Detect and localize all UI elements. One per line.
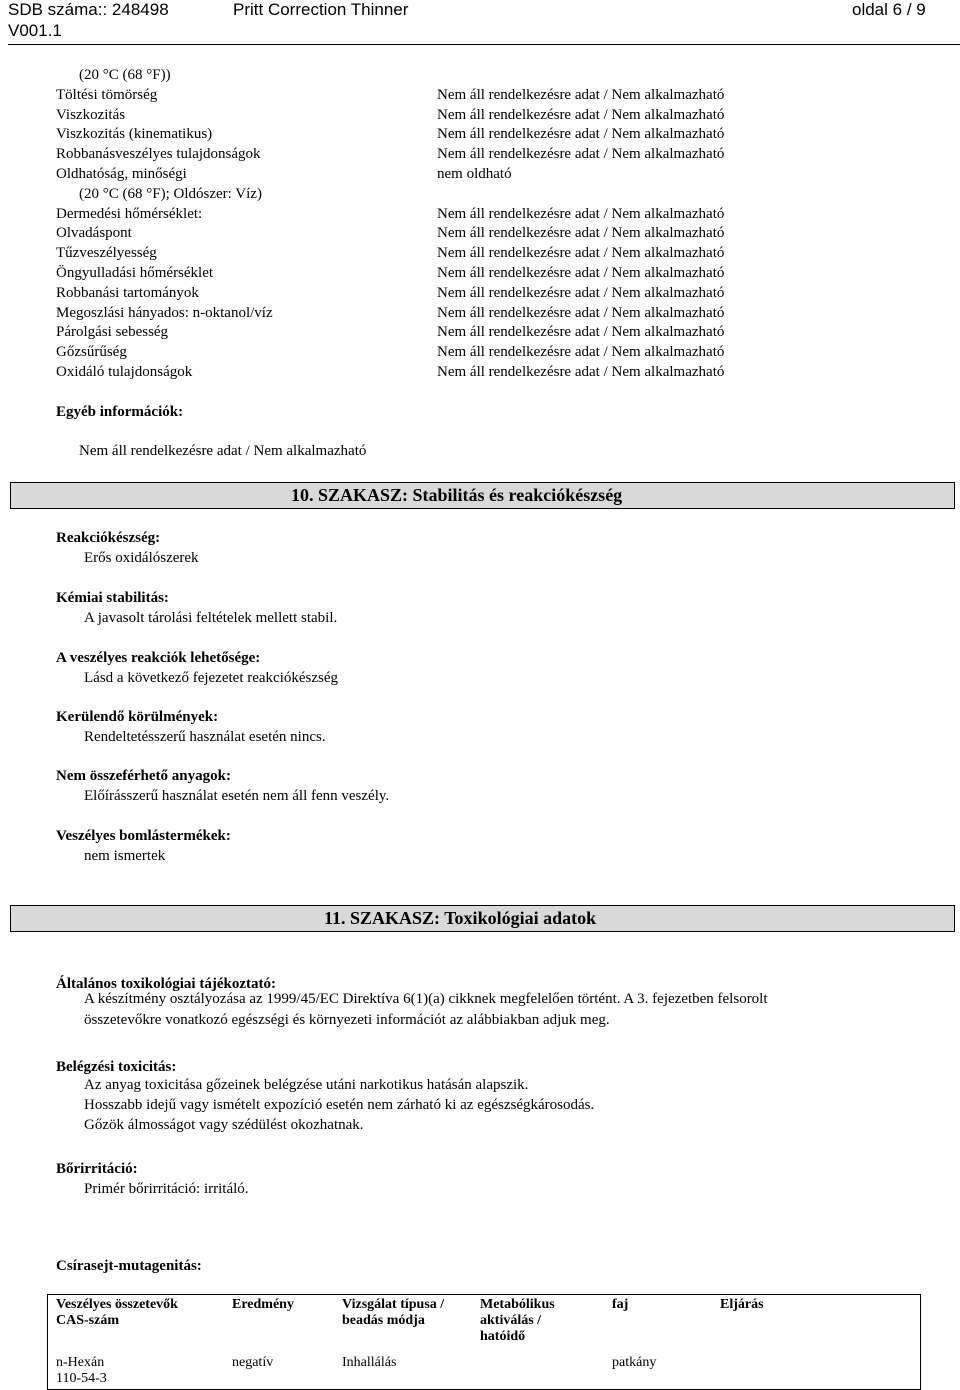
inhalation-line1: Az anyag toxicitása gőzeinek belégzése utáni narkotikus hatásán alapszik. [84, 1077, 529, 1093]
cell-method [712, 1347, 921, 1390]
section10-item-heading: Nem összeférhető anyagok: [56, 768, 231, 784]
section10-item-heading: A veszélyes reakciók lehetősége: [56, 650, 261, 666]
inhalation-line2: Hosszabb idejű vagy ismételt expozíció esetén nem zárható ki az egészségkárosodás. [84, 1097, 595, 1113]
other-info-text: Nem áll rendelkezésre adat / Nem alkalmazható [79, 443, 367, 459]
section10-item-heading: Kerülendő körülmények: [56, 709, 219, 725]
col-header-metabolic-l1: Metabólikus [480, 1297, 555, 1312]
property-label: Olvadáspont [56, 225, 132, 242]
other-info-heading: Egyéb információk: [56, 404, 184, 420]
col-header-result: Eredmény [232, 1297, 294, 1312]
col-header-metabolic-l2: aktiválás / [480, 1313, 542, 1328]
table-header-row [48, 1295, 921, 1348]
col-header-test-type [334, 1295, 472, 1348]
property-label: Oxidáló tulajdonságok [56, 364, 193, 380]
property-value: Nem áll rendelkezésre adat / Nem alkalmazható [437, 284, 725, 301]
section11-title: 11. SZAKASZ: Toxikológiai adatok [324, 908, 597, 928]
property-value: Nem áll rendelkezésre adat / Nem alkalmazható [437, 146, 725, 163]
col-header-component-l2: CAS-szám [56, 1313, 119, 1328]
col-header-test-type-l2: beadás módja [342, 1313, 425, 1328]
skin-text: Primér bőrirritáció: irritáló. [84, 1181, 249, 1197]
section10-title: 10. SZAKASZ: Stabilitás és reakciókészség [291, 485, 623, 505]
col-header-metabolic-l3: hatóidő [480, 1329, 526, 1344]
property-value: Nem áll rendelkezésre adat / Nem alkalmazható [437, 245, 725, 262]
section10-item-text: Előírásszerű használat esetén nem áll fenn veszély. [84, 788, 390, 804]
cell-component-cas: 110-54-3 [56, 1371, 107, 1386]
property-value: Nem áll rendelkezésre adat / Nem alkalmazható [437, 225, 725, 242]
col-header-metabolic [472, 1295, 604, 1348]
inhalation-heading: Belégzési toxicitás: [56, 1059, 177, 1075]
general-tox-line2: összetevőkre vonatkozó egészségi és környezeti információt az alábbiakban adjuk meg. [84, 1012, 610, 1028]
property-label: Dermedési hőmérséklet: [56, 205, 203, 222]
col-header-component-l1: Veszélyes összetevők [56, 1297, 178, 1312]
section10-item-heading: Veszélyes bomlástermékek: [56, 828, 231, 844]
section10-item-text: Rendeltetésszerű használat esetén nincs. [84, 729, 326, 745]
col-header-method: Eljárás [720, 1297, 764, 1312]
mutagenicity-heading: Csírasejt-mutagenitás: [56, 1258, 202, 1274]
property-label: (20 °C (68 °F)) [79, 67, 171, 83]
col-header-species: faj [612, 1297, 629, 1312]
property-label: Robbanási tartományok [56, 284, 199, 301]
property-label: (20 °C (68 °F); Oldószer: Víz) [79, 185, 262, 202]
section10-item-text: Lásd a következő fejezetet reakciókészség [84, 670, 339, 686]
cell-test-type: Inhallálás [342, 1355, 397, 1370]
header-rule [8, 44, 960, 45]
property-label: Gőzsűrűség [56, 344, 127, 361]
property-label: Megoszlási hányados: n-oktanol/víz [56, 304, 273, 321]
version: V001.1 [8, 21, 62, 40]
property-label: Töltési tömörség [56, 86, 158, 103]
table-row [48, 1347, 921, 1390]
col-header-component [48, 1295, 225, 1348]
section10-item-heading: Kémiai stabilitás: [56, 590, 169, 606]
col-header-test-type-l1: Vizsgálat típusa / [342, 1297, 445, 1312]
general-tox-heading: Általános toxikológiai tájékoztató: [56, 976, 276, 992]
product-name: Pritt Correction Thinner [233, 0, 409, 19]
property-label: Viszkozitás (kinematikus) [56, 126, 213, 143]
cell-metabolic [472, 1347, 604, 1390]
property-value: Nem áll rendelkezésre adat / Nem alkalmazható [437, 106, 725, 123]
cell-component-name: n-Hexán [56, 1355, 105, 1370]
property-value: Nem áll rendelkezésre adat / Nem alkalmazható [437, 344, 725, 361]
cell-result: negatív [232, 1355, 274, 1370]
property-value: Nem áll rendelkezésre adat / Nem alkalmazható [437, 364, 725, 380]
cell-species: patkány [612, 1355, 657, 1370]
property-label: Öngyulladási hőmérséklet [56, 265, 214, 281]
mutagenicity-table [47, 1294, 921, 1390]
property-value: nem oldható [437, 166, 512, 182]
cell-component [48, 1347, 225, 1390]
property-label: Robbanásveszélyes tulajdonságok [56, 146, 261, 163]
page-number: oldal 6 / 9 [852, 0, 926, 19]
property-label: Tűzveszélyesség [56, 245, 157, 262]
property-label: Viszkozitás [56, 106, 126, 123]
property-value: Nem áll rendelkezésre adat / Nem alkalmazható [437, 205, 725, 222]
skin-heading: Bőrirritáció: [56, 1161, 138, 1177]
property-label: Párolgási sebesség [56, 324, 169, 341]
general-tox-line1: A készítmény osztályozása az 1999/45/EC Direktíva 6(1)(a) cikknek megfelelően történt. A 3. fejezetben felsorolt [84, 991, 768, 1007]
property-value: Nem áll rendelkezésre adat / Nem alkalmazható [437, 265, 725, 281]
inhalation-line3: Gőzök álmosságot vagy szédülést okozhatnak. [84, 1117, 364, 1133]
property-value: Nem áll rendelkezésre adat / Nem alkalmazható [437, 126, 725, 143]
property-value: Nem áll rendelkezésre adat / Nem alkalmazható [437, 304, 725, 321]
section10-item-text: nem ismertek [84, 848, 166, 864]
section10-item-text: Erős oxidálószerek [84, 550, 199, 566]
section10-item-heading: Reakciókészség: [56, 530, 161, 546]
sdb-number: SDB száma:: 248498 [8, 0, 169, 19]
property-value: Nem áll rendelkezésre adat / Nem alkalmazható [437, 324, 725, 341]
section10-item-text: A javasolt tárolási feltételek mellett stabil. [84, 610, 338, 626]
property-value: Nem áll rendelkezésre adat / Nem alkalmazható [437, 86, 725, 103]
property-label: Oldhatóság, minőségi [56, 166, 187, 182]
